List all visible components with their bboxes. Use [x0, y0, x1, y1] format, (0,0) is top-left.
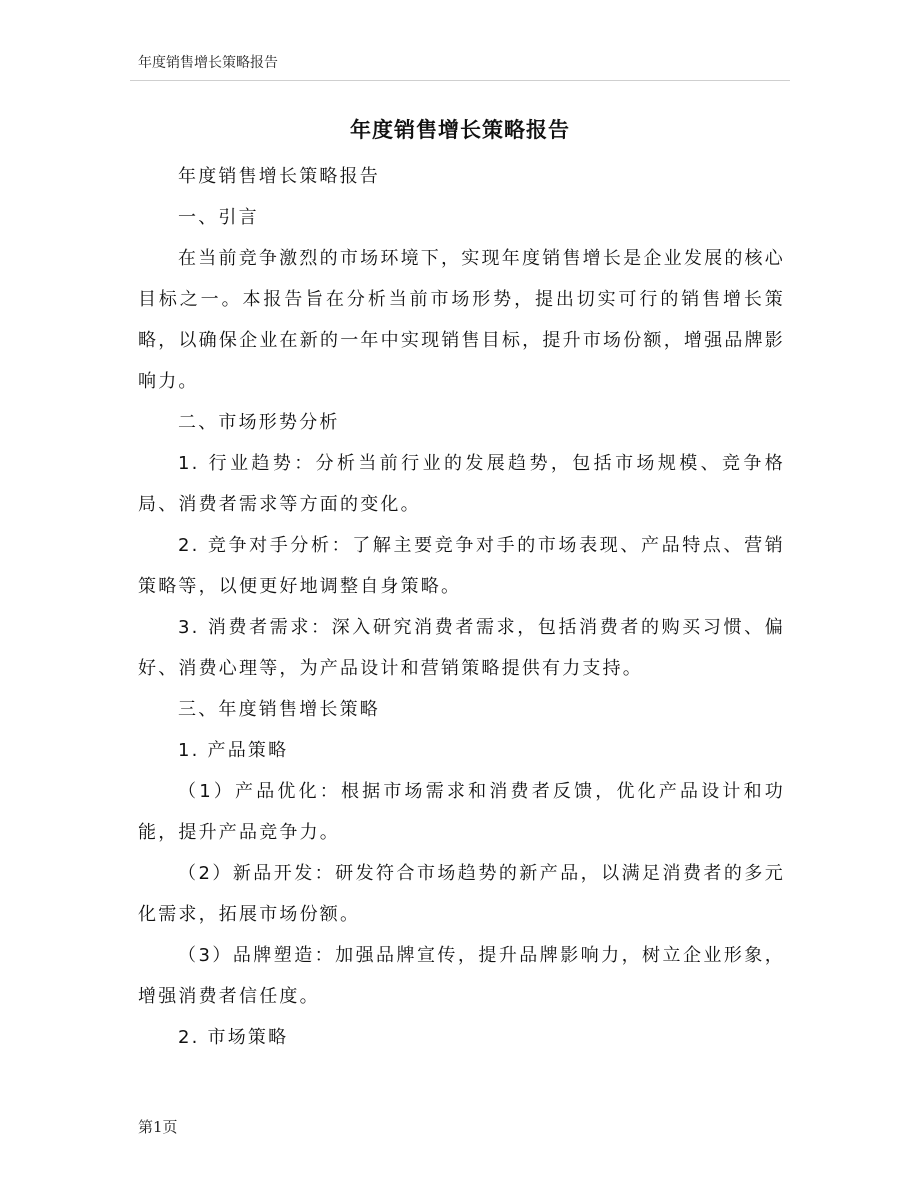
list-item-product-optimization: （1）产品优化：根据市场需求和消费者反馈，优化产品设计和功能，提升产品竞争力。 [138, 781, 785, 843]
list-item-competitor-analysis: 2. 竞争对手分析：了解主要竞争对手的市场表现、产品特点、营销策略等，以便更好地调整自身策略。 [138, 535, 785, 597]
list-item-consumer-demand: 3. 消费者需求：深入研究消费者需求，包括消费者的购买习惯、偏好、消费心理等，为产品设计和营销策略提供有力支持。 [138, 617, 785, 679]
page-number: 第1页 [138, 1118, 178, 1136]
subheading-market-strategy: 2. 市场策略 [178, 1027, 289, 1048]
document-title: 年度销售增长策略报告 [350, 118, 570, 142]
section-heading-intro: 一、引言 [178, 207, 259, 228]
document-body [138, 156, 785, 1058]
running-header: 年度销售增长策略报告 [138, 55, 278, 71]
subheading-product-strategy: 1. 产品策略 [178, 740, 289, 761]
section-heading-market-analysis: 二、市场形势分析 [178, 412, 340, 433]
list-item-industry-trend: 1. 行业趋势：分析当前行业的发展趋势，包括市场规模、竞争格局、消费者需求等方面的变化。 [138, 453, 785, 515]
list-item-brand-building: （3）品牌塑造：加强品牌宣传，提升品牌影响力，树立企业形象，增强消费者信任度。 [138, 945, 785, 1007]
section-heading-growth-strategy: 三、年度销售增长策略 [178, 699, 380, 720]
header-divider [130, 80, 790, 81]
list-item-new-product: （2）新品开发：研发符合市场趋势的新产品，以满足消费者的多元化需求，拓展市场份额。 [138, 863, 785, 925]
body-paragraph: 在当前竞争激烈的市场环境下，实现年度销售增长是企业发展的核心目标之一。本报告旨在分析当前市场形势，提出切实可行的销售增长策略，以确保企业在新的一年中实现销售目标，提升市场份额，增强品牌影响力。 [138, 248, 785, 392]
body-paragraph: 年度销售增长策略报告 [178, 166, 380, 187]
